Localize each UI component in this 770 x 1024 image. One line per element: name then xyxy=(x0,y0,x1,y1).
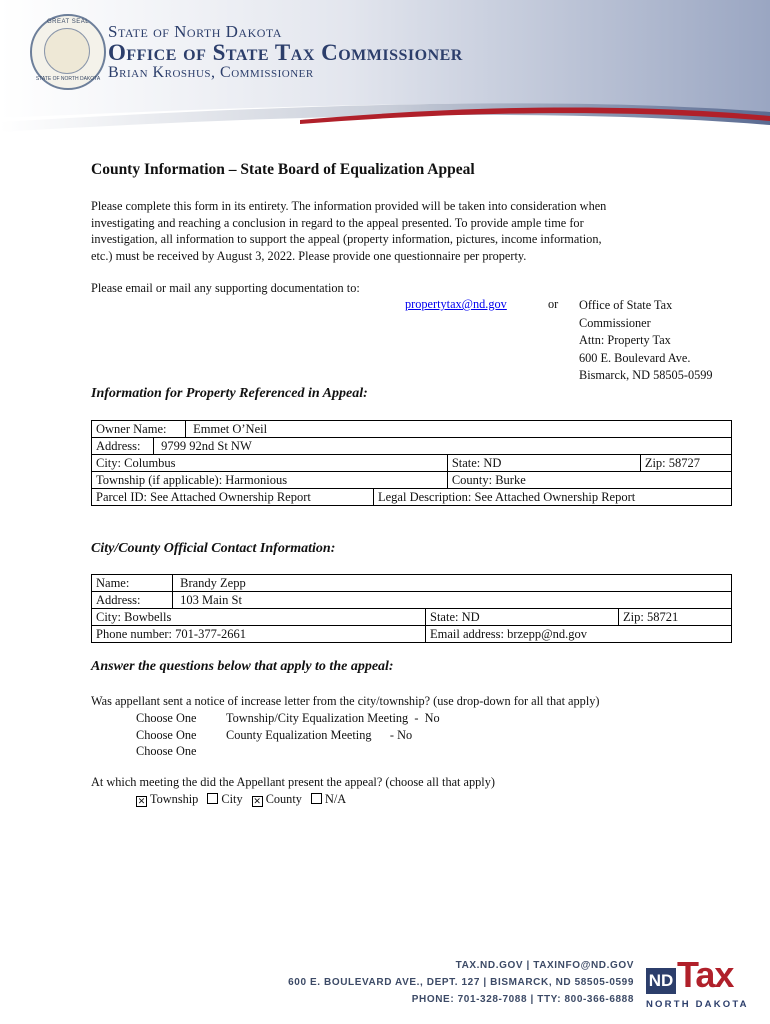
phone-field[interactable]: Phone number: 701-377-2661 xyxy=(92,626,426,643)
choose-one-dropdown[interactable]: Choose One xyxy=(136,727,197,742)
official-address-value[interactable]: 103 Main St xyxy=(180,593,242,607)
owner-label: Owner Name: xyxy=(92,421,186,437)
question-meeting: At which meeting the did the Appellant present the appeal? (choose all that apply) xyxy=(91,775,495,789)
unchecked-box-icon xyxy=(311,793,322,804)
official-address-label: Address: xyxy=(92,592,173,608)
checkbox-label: N/A xyxy=(324,792,347,806)
letterhead xyxy=(0,0,770,150)
questions-heading: Answer the questions below that apply to the appeal: xyxy=(91,659,394,674)
owner-value[interactable]: Emmet O’Neil xyxy=(193,422,268,436)
county-field[interactable]: County: Burke xyxy=(447,472,731,489)
parcel-field[interactable]: Parcel ID: See Attached Ownership Report xyxy=(92,489,374,506)
dropdown-answer[interactable]: Township/City Equalization Meeting - No xyxy=(226,711,440,725)
header-office-name: Office of State Tax Commissioner xyxy=(108,40,463,65)
intro-line: investigation, all information to support the appeal (property information, pictures, income information, xyxy=(91,232,602,246)
meeting-checkboxes xyxy=(136,792,346,807)
zip-field[interactable]: Zip: 58727 xyxy=(640,455,731,472)
form-title: County Information – State Board of Equalization Appeal xyxy=(91,161,475,178)
logo-tax: Tax xyxy=(677,954,734,995)
intro-line: investigating and reaching a conclusion in regard to the appeal presented. To provide ample time for xyxy=(91,215,584,230)
owner-row xyxy=(92,421,732,438)
checked-box-icon: ✕ xyxy=(137,796,146,806)
checkbox-county[interactable] xyxy=(252,792,302,806)
header-state-name: State of North Dakota xyxy=(108,22,282,41)
or-text: or xyxy=(548,297,559,311)
township-field[interactable]: Township (if applicable): Harmonious xyxy=(92,472,448,489)
name-label: Name: xyxy=(92,575,173,591)
address-line: Commissioner xyxy=(579,315,651,330)
notice-dropdowns xyxy=(136,710,440,760)
address-line: Attn: Property Tax xyxy=(579,333,671,347)
question-notice-letter: Was appellant sent a notice of increase letter from the city/township? (use drop-down for all that apply) xyxy=(91,694,600,708)
dropdown-row xyxy=(136,743,440,760)
official-city-field[interactable]: City: Bowbells xyxy=(92,609,426,626)
address-line: 600 E. Boulevard Ave. xyxy=(579,350,691,365)
intro-line: Please complete this form in its entirety. The information provided will be taken into consideration when xyxy=(91,199,607,213)
property-section-heading: Information for Property Referenced in Appeal: xyxy=(91,386,368,401)
great-seal-logo: GREAT SEAL STATE OF NORTH DAKOTA xyxy=(30,14,106,90)
choose-one-dropdown[interactable]: Choose One xyxy=(136,711,197,725)
name-row xyxy=(92,575,732,592)
logo-subtitle: NORTH DAKOTA xyxy=(646,999,749,1010)
footer-contact: TAX.ND.GOV | TAXINFO@ND.GOV xyxy=(455,960,634,971)
dropdown-answer[interactable]: County Equalization Meeting - No xyxy=(226,727,413,742)
ndtax-logo xyxy=(646,956,752,1014)
legal-description-field[interactable]: Legal Description: See Attached Ownership Report xyxy=(374,489,732,506)
logo-nd: ND xyxy=(646,968,676,994)
email-intro: Please email or mail any supporting documentation to: xyxy=(91,281,360,295)
email-link[interactable]: propertytax@nd.gov xyxy=(405,297,507,311)
intro-line: etc.) must be received by August 3, 2022. Please provide one questionnaire per property. xyxy=(91,248,527,263)
address-row xyxy=(92,438,732,455)
city-field[interactable]: City: Columbus xyxy=(92,455,448,472)
footer-phone: PHONE: 701-328-7088 | TTY: 800-366-6888 xyxy=(411,994,634,1005)
checkbox-label: City xyxy=(221,792,243,806)
state-field[interactable]: State: ND xyxy=(447,455,640,472)
checkbox-na[interactable] xyxy=(311,792,346,806)
property-info-table xyxy=(91,420,732,506)
footer-address: 600 E. BOULEVARD AVE., DEPT. 127 | BISMARCK, ND 58505-0599 xyxy=(288,977,634,988)
address-value[interactable]: 9799 92nd St NW xyxy=(161,439,252,453)
intro-paragraph xyxy=(91,198,731,264)
mailing-address xyxy=(579,297,713,385)
checkbox-label: County xyxy=(265,792,302,806)
official-state-field[interactable]: State: ND xyxy=(426,609,619,626)
official-zip-field[interactable]: Zip: 58721 xyxy=(619,609,732,626)
header-commissioner: Brian Kroshus, Commissioner xyxy=(108,64,314,81)
address-line: Bismarck, ND 58505-0599 xyxy=(579,368,713,382)
footer xyxy=(0,950,770,1024)
official-section-heading: City/County Official Contact Information: xyxy=(91,541,336,556)
official-email-field[interactable]: Email address: brzepp@nd.gov xyxy=(426,626,732,643)
checkbox-township[interactable] xyxy=(136,792,198,806)
choose-one-dropdown[interactable]: Choose One xyxy=(136,744,197,758)
address-line: Office of State Tax xyxy=(579,298,673,312)
official-info-table xyxy=(91,574,732,643)
dropdown-row xyxy=(136,727,440,744)
official-address-row xyxy=(92,592,732,609)
name-value[interactable]: Brandy Zepp xyxy=(180,576,246,590)
address-label: Address: xyxy=(92,438,154,454)
dropdown-row xyxy=(136,710,440,727)
checkbox-city[interactable] xyxy=(207,792,242,806)
seal-emblem xyxy=(44,28,90,74)
unchecked-box-icon xyxy=(207,793,218,804)
checkbox-label: Township xyxy=(150,792,199,806)
checked-box-icon: ✕ xyxy=(253,796,261,806)
